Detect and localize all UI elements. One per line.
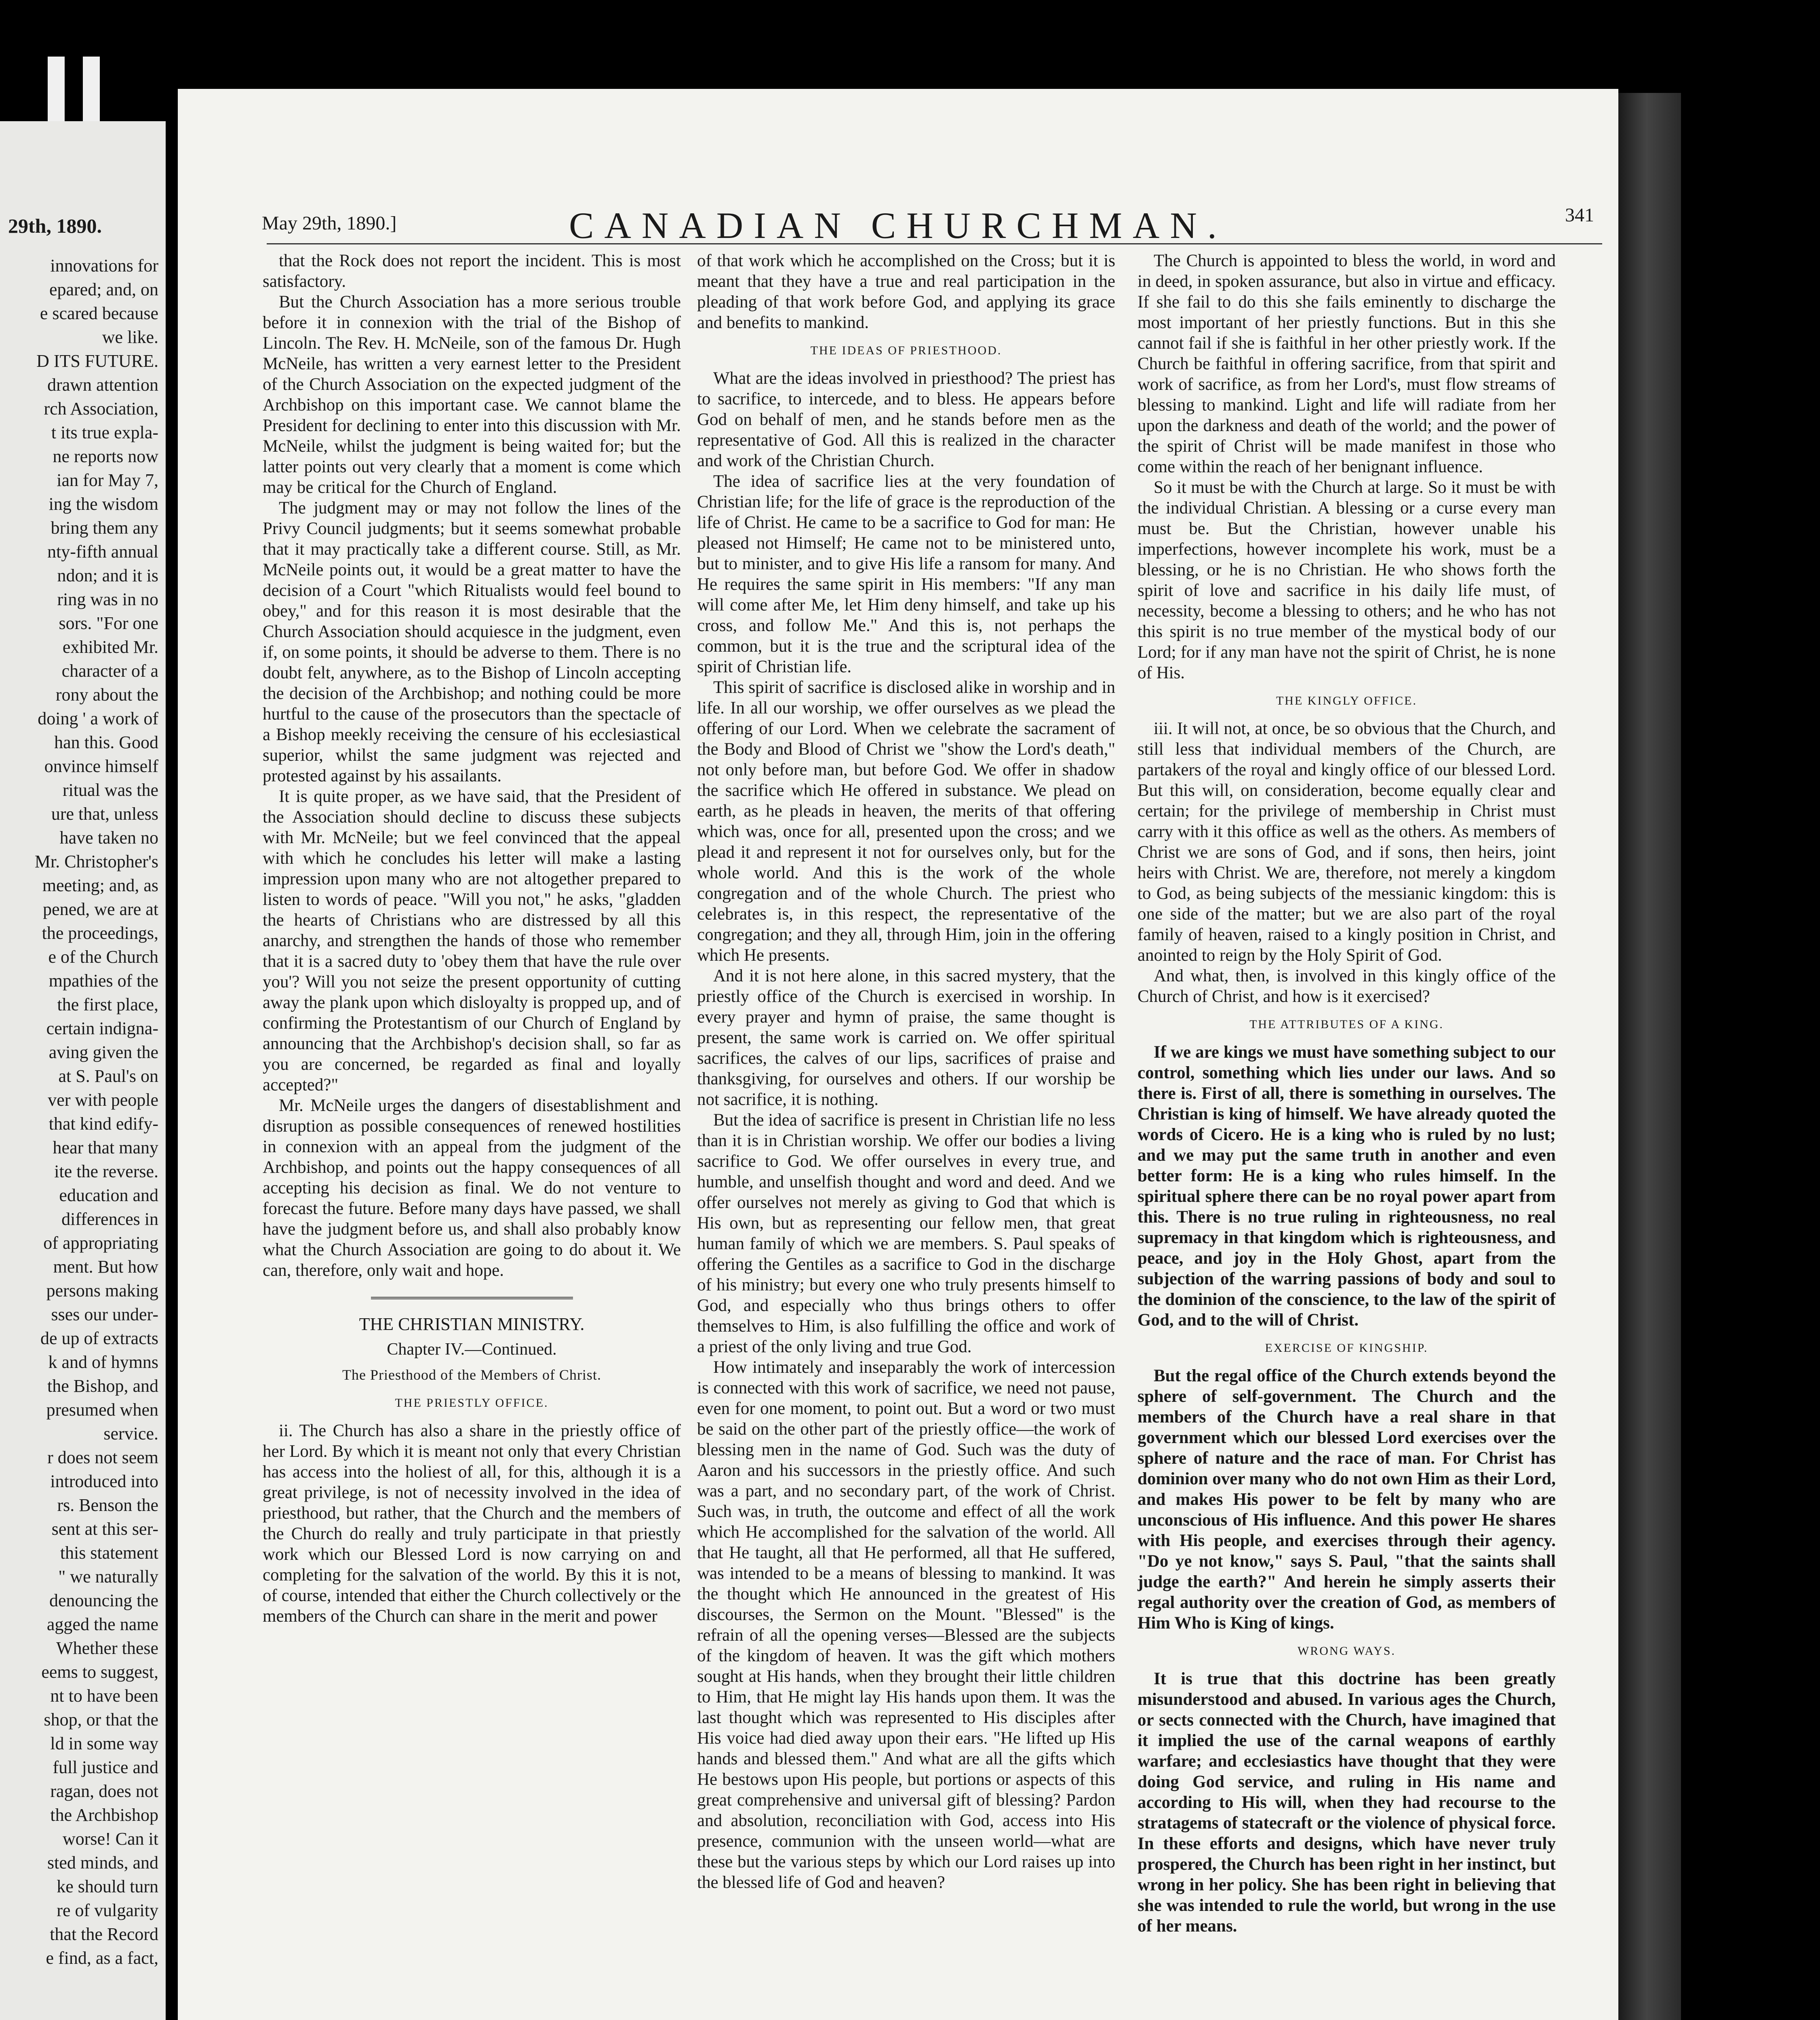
text-line: onvince himself (44, 756, 158, 776)
column-3-body-c (1138, 1042, 1556, 1330)
text-line: sted minds, and (47, 1853, 158, 1873)
header-rule (267, 243, 1602, 244)
text-line: epared; and, on (49, 280, 158, 299)
text-line: that the Record (50, 1924, 158, 1944)
text-line: de up of extracts (40, 1328, 158, 1348)
text-line: exhibited Mr. (62, 637, 158, 657)
paragraph: This spirit of sacrifice is disclosed alike in worship and in life. In all our worship, we offer ourselves as we plead the offering of our Lord. When we celebrate the sacrament of the Body and Blood of Christ we "show the Lord's death," not only before man, but before God. We offer in shadow the sacrifice which He offered in substance. We plead on earth, as he pleads in heaven, the merits of that offering which was, once for all, presented upon the cross; and we plead it and represent it not for ourselves only, but for the whole world. And this is the work of the whole congregation and of the whole Church. The priest who celebrates is, in this respect, the representative of the congregation; and they all, through Him, join in the offering which He presents. (697, 678, 1115, 965)
paragraph: What are the ideas involved in priesthood? The priest has to sacrifice, to intercede, and to bless. He appears before God on behalf of men, and he stands before men as the representative of God. All this is realized in the character and work of the Christian Church. (697, 369, 1115, 470)
text-line: t its true expla- (51, 423, 158, 442)
paragraph: It is quite proper, as we have said, that the President of the Association should decline to discuss these subjects with Mr. McNeile; but we feel convinced that the appeal with which he concludes his letter will make a lasting impression upon many who are not altogether prepared to listen to words of peace. "Will you not," he asks, "gladden the hearts of Christians who are distressed by all this anarchy, and strengthen the hands of those who remember that it is a sacred duty to 'obey them that have the rule over you'? Will you not seize the present opportunity of cutting away the plank upon which disloyalty is propped up, and of confirming the Protestantism of our Church of England by announcing that the Archbishop's decision shall, so far as you are concerned, be regarded as final and loyally accepted?" (263, 787, 681, 1094)
section-heading-priestly-office: THE PRIESTLY OFFICE. (395, 1396, 549, 1410)
paragraph: But the regal office of the Church extends beyond the sphere of self-government. The Church and the members of the Church have a real share in that government which our blessed Lord exercises over the sphere of nature and the race of man. For Christ has dominion over many who do not own Him as their Lord, and makes His power to be felt by many who are unconscious of His influence. And this power He shares with His people, and exercises through their agency. "Do ye not know," says S. Paul, "that the saints shall judge the earth?" And herein he simply asserts their regal authority over the creation of God, as members of Him Who is King of kings. (1138, 1366, 1556, 1633)
text-line: nt to have been (50, 1686, 158, 1706)
text-line: ring was in no (57, 589, 158, 609)
text-line: r does not seem (47, 1448, 158, 1467)
paragraph: But the idea of sacrifice is present in Christian life no less than it is in Christian worship. We offer our bodies a living sacrifice to God. We offer ourselves in every true, and humble, and unselfish thought and word and deed. And we offer ourselves not merely as giving to God that which is His own, but as representing our fellow men, that great human family of which we are members. S. Paul speaks of offering the Gentiles as a sacrifice to God in the discharge of his ministry; but every one who truly presents himself to God, and especially who thus brings others to offer themselves to Him, is also fulfilling the office and work of a priest of the only living and true God. (697, 1111, 1115, 1356)
text-line: Mr. Christopher's (34, 852, 158, 871)
text-line: ld in some way (50, 1734, 158, 1753)
text-line: k and of hymns (48, 1352, 158, 1372)
paragraph: ii. The Church has also a share in the priestly office of her Lord. By which it is meant not only that every Christian has access into the holiest of all, for this, although it is a great privilege, is not of necessity involved in the idea of priesthood, but rather, that the Church and the members of the Church do really and truly participate in that priestly work which our Blessed Lord is now carrying on and completing for the salvation of the world. By this it is not, of course, intended that either the Church collectively or the members of the Church can share in the merit and power (263, 1421, 681, 1626)
text-line: the first place, (57, 995, 158, 1014)
text-line: drawn attention (47, 375, 158, 395)
masthead-title: CANADIAN CHURCHMAN. (569, 205, 1227, 246)
text-line: eems to suggest, (41, 1662, 158, 1682)
text-line: Whether these (56, 1638, 158, 1658)
text-line: D ITS FUTURE. (36, 351, 158, 371)
text-line: aving given the (48, 1042, 158, 1062)
text-line: ver with people (48, 1090, 158, 1110)
paragraph: The idea of sacrifice lies at the very foundation of Christian life; for the life of grace is the reproduction of the life of Christ. He came to be a sacrifice to God for man: He pleased not Himself; He came not to be ministered unto, but to minister, and to give His life a ransom for many. And He requires the same spirit in His members: "If any man will come after Me, let Him deny himself, and take up his cross, and follow Me." And this is, not perhaps the common, but it is the true and the scriptural idea of the spirit of Christian life. (697, 472, 1115, 676)
text-line: service. (103, 1424, 158, 1443)
text-line: character of a (61, 661, 158, 681)
text-line: ke should turn (57, 1877, 158, 1896)
text-line: of appropriating (43, 1233, 158, 1253)
text-line: meeting; and, as (42, 875, 158, 895)
paragraph: And it is not here alone, in this sacred mystery, that the priestly office of the Church is exercised in worship. In every prayer and hymn of praise, the same thought is present, the same work is carried on. We offer spiritual sacrifices, the calves of our lips, sacrifices of praise and thanksgiving, for ourselves and others. If our worship be not sacrifice, it is nothing. (697, 966, 1115, 1109)
text-line: worse! Can it (62, 1829, 158, 1849)
text-line: denouncing the (49, 1591, 158, 1610)
column-3-body-b (1138, 718, 1556, 1007)
text-line: presumed when (46, 1400, 158, 1420)
text-line: innovations for (50, 256, 158, 276)
text-line: full justice and (53, 1757, 158, 1777)
text-line: " we naturally (58, 1567, 158, 1587)
text-line: shop, or that the (44, 1710, 158, 1730)
section-heading-kingly-office: THE KINGLY OFFICE. (1276, 694, 1418, 707)
column-3-body-a (1138, 250, 1556, 683)
text-line: introduced into (50, 1471, 158, 1491)
paragraph: It is true that this doctrine has been greatly misunderstood and abused. In various ages the Church, or sects connected with the Church, have imagined that it implied the use of the carnal weapons of earthly warfare; and ecclesiastics have thought that they were doing God service, and ruling in His name and according to His will, when they had recourse to the stratagems of statecraft or the violence of physical force. In these efforts and designs, which have never truly prospered, the Church has been right in her instinct, but wrong in her policy. She has been right in believing that she was intended to rule the world, but wrong in the use of her means. (1138, 1669, 1556, 1936)
text-line: ian for May 7, (57, 470, 158, 490)
section-heading-ideas: THE IDEAS OF PRIESTHOOD. (810, 344, 1002, 357)
paragraph: iii. It will not, at once, be so obvious that the Church, and still less that individual members of the Church, are partakers of the royal and kingly office of our blessed Lord. But this will, on consideration, become equally clear and certain; for the privilege of membership in Christ must carry with it this office as well as the others. As members of Christ we are sons of God, and if sons, then heirs, joint heirs with Christ. We are, therefore, not merely a kingdom to God, as being subjects of the messianic kingdom: this is one side of the matter; but we are also part of the royal family of heaven, raised to a kingly position in Christ, and anointed to reign by the Holy Spirit of God. (1138, 719, 1556, 965)
column-3 (1138, 250, 1556, 1936)
text-line: we like. (102, 327, 158, 347)
text-line: han this. Good (54, 732, 158, 752)
text-line: at S. Paul's on (58, 1066, 158, 1086)
article-subtitle: The Priesthood of the Members of Christ. (342, 1367, 601, 1383)
text-line: persons making (46, 1281, 158, 1300)
text-line: education and (59, 1185, 158, 1205)
text-line: the proceedings, (42, 923, 158, 943)
paragraph: The judgment may or may not follow the lines of the Privy Council judgments; but it seems somewhat probable that it may practically take a different course. Still, as Mr. McNeile points out, it would be a great matter to have the decision of a Court "which Ritualists would feel bound to obey," and for this reason it is most desirable that the Church Association should acquiesce in the judgment, even if, on some points, it should be adverse to them. There is no doubt felt, anywhere, as to the Bishop of Lincoln accepting the decision of the Archbishop; and nothing could be more hurtful to the cause of the prosecutors than the spectacle of a Bishop meekly receiving the censure of his ecclesiastical superior, whilst the same judgment was rejected and protested against by his assailants. (263, 499, 681, 785)
paragraph: If we are kings we must have something subject to our control, something which lies under our laws. And so there is. First of all, there is something in ourselves. The Christian is king of himself. We have already quoted the words of Cicero. He is a king who is ruled by no lust; and we may put the same truth in another and even better form: He is a king who rules himself. In the spiritual sphere there can be no royal power apart from this. There is no true ruling in righteousness, no real supremacy in that kingdom which is righteousness, and peace, and joy in the Holy Ghost, apart from the subjection of the warring passions of body and soul to the dominion of the conscience, to the law of the spirit of God, and to the will of Christ. (1138, 1043, 1556, 1330)
paragraph: But the Church Association has a more serious trouble before it in connexion with the trial of the Bishop of Lincoln. The Rev. H. McNeile, son of the famous Dr. Hugh McNeile, has written a very earnest letter to the President of the Church Association on the expected judgment of the Archbishop on this important case. We cannot blame the President for declining to enter into this discussion with Mr. McNeile, whilst the judgment is being waited for; but the latter points out very clearly that a moment is come which may be critical for the Church of England. (263, 292, 681, 497)
text-line: rch Association, (44, 399, 158, 419)
text-line: e scared because (40, 303, 158, 323)
text-line: sent at this ser- (51, 1519, 158, 1539)
text-line: nty-fifth annual (47, 542, 158, 562)
header-date: May 29th, 1890.] (262, 213, 397, 234)
article-title: THE CHRISTIAN MINISTRY. (359, 1314, 585, 1334)
text-line: agged the name (46, 1614, 158, 1634)
text-line: the Archbishop (50, 1805, 158, 1825)
text-line: ndon; and it is (57, 566, 158, 585)
page-number: 341 (1565, 204, 1594, 226)
previous-page-text (0, 254, 166, 1970)
paragraph: How intimately and inseparably the work of intercession is connected with this work of sacrifice, we need not pause, even for one moment, to point out. But a word or two must be said on the other part of the priestly office—the work of blessing men in the name of God. Such was the duty of Aaron and his successors in the priestly office. And such was a part, and no secondary part, of the work of Christ. Such was, in truth, the outcome and effect of all the work which He accomplished for the salvation of the world. All that He taught, all that He performed, all that He suffered, was intended to be a means of blessing to mankind. It was the thought which He announced in the greatest of His discourses, the Sermon on the Mount. "Blessed" is the refrain of all the opening verses—Blessed are the subjects of the kingdom of heaven. It was the gift which mothers sought at His hands, when they brought their little children to Him, that He might lay His hands upon them. It was the last thought which was represented to His disciples after His voice had died away upon their ears. "He lifted up His hands and blessed them." And what are all the gifts which He bestows upon His people, but portions or aspects of this great comprehensive and universal gift of blessing? Pardon and absolution, reconciliation with God, access into His presence, communion with the unseen world—what are these but the various steps by which our Lord raises up into the blessed life of God and heaven? (697, 1358, 1115, 1892)
text-line: sors. "For one (59, 613, 158, 633)
column-1 (263, 250, 681, 1627)
text-line: bring them any (51, 518, 158, 538)
column-2-body (697, 368, 1115, 1893)
paragraph: Mr. McNeile urges the dangers of disestablishment and disruption as possible consequences of renewed hostilities in connexion with an appeal from the judgment of the Archbishop, and points out the happy consequences of all accepting his decision as final. We do not venture to forecast the future. Before many days have passed, we shall have the judgment before us, and shall also probably know what the Church Association are going to do about it. We can, therefore, only wait and hope. (263, 1096, 681, 1280)
text-line: sses our under- (51, 1305, 158, 1324)
text-line: certain indigna- (46, 1018, 158, 1038)
paragraph: of that work which he accomplished on the Cross; but it is meant that they have a true and real participation in the pleading of that work before God, and applying its grace and benefits to mankind. (697, 251, 1115, 332)
text-line: ment. But how (53, 1257, 158, 1277)
column-3-body-e (1138, 1669, 1556, 1936)
book-spine-edge (1618, 93, 1681, 2020)
text-line: differences in (61, 1209, 158, 1229)
paragraph: So it must be with the Church at large. So it must be with the individual Christian. A blessing or a curse every man must be. But the Christian, however unable his imperfections, however incomplete his work, must be a blessing, or he is no Christian. He who shows forth the spirit of love and sacrifice in his daily life must, of necessity, become a blessing to others; and he who has not this spirit is no true member of the mystical body of our Lord; for if any man have not the spirit of Christ, he is none of His. (1138, 478, 1556, 682)
text-line: rs. Benson the (57, 1495, 158, 1515)
column-2 (697, 250, 1115, 1893)
text-line: ite the reverse. (54, 1162, 158, 1181)
section-heading-exercise: EXERCISE OF KINGSHIP. (1265, 1341, 1428, 1355)
text-line: the Bishop, and (47, 1376, 158, 1396)
text-line: ritual was the (62, 780, 158, 800)
text-line: that kind edify- (48, 1114, 158, 1134)
paragraph: And what, then, is involved in this kingly office of the Church of Christ, and how is it exercised? (1138, 966, 1556, 1006)
section-heading-wrong-ways: WRONG WAYS. (1297, 1644, 1396, 1658)
article-divider (371, 1297, 573, 1302)
section-heading-attributes: THE ATTRIBUTES OF A KING. (1249, 1018, 1444, 1031)
column-1-body (263, 250, 681, 1281)
paragraph: The Church is appointed to bless the world, in word and in deed, in spoken assurance, but also in virtue and efficacy. If she fail to do this she fails eminently to discharge the most important of her priestly functions. But in this she cannot fail if she is faithful in her other priestly work. If the Church be faithful in offering sacrifice, from that spirit and work of sacrifice, as from her Lord's, must flow streams of blessing to mankind. Light and life will radiate from her upon the darkness and death of the world; and the power of the spirit of Christ will be made manifest in those who come within the reach of her benignant influence. (1138, 251, 1556, 476)
previous-page-fragment (0, 121, 166, 2020)
text-line: ne reports now (53, 446, 158, 466)
newspaper-page (178, 89, 1618, 2020)
text-line: ure that, unless (51, 804, 158, 824)
text-line: doing ' a work of (38, 709, 158, 728)
chapter-heading: Chapter IV.—Continued. (387, 1340, 557, 1359)
text-line: re of vulgarity (57, 1900, 158, 1920)
text-line: ing the wisdom (48, 494, 158, 514)
text-line: rony about the (55, 685, 158, 705)
text-line: e find, as a fact, (46, 1948, 158, 1968)
page-header (178, 196, 1618, 246)
paragraph: that the Rock does not report the incident. This is most satisfactory. (263, 251, 681, 291)
text-line: hear that many (53, 1138, 158, 1157)
text-line: have taken no (59, 828, 158, 848)
text-line: this statement (60, 1543, 158, 1563)
text-line: pened, we are at (43, 899, 158, 919)
text-line: mpathies of the (48, 971, 158, 991)
previous-page-date: 29th, 1890. (8, 215, 102, 237)
text-line: ragan, does not (50, 1781, 158, 1801)
text-line: e of the Church (48, 947, 158, 967)
column-3-body-d (1138, 1366, 1556, 1633)
